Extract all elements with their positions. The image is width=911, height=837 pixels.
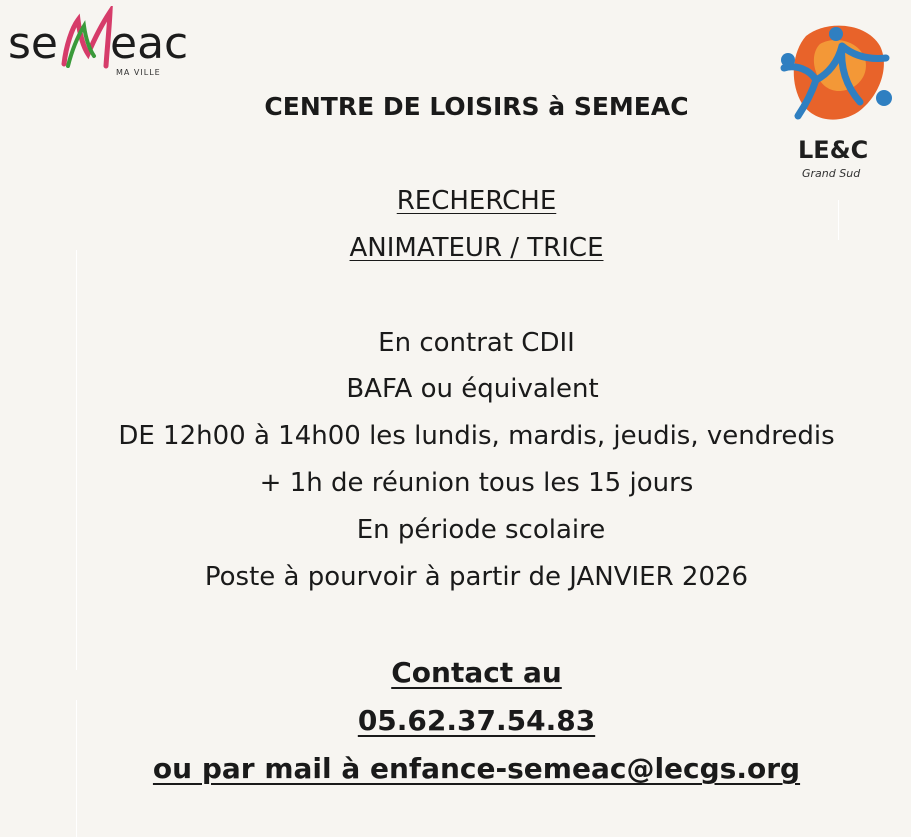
role-heading: ANIMATEUR / TRICE xyxy=(349,233,604,263)
detail-line: En période scolaire xyxy=(356,515,606,545)
lec-name: LE&C xyxy=(798,136,869,164)
detail-line: + 1h de réunion tous les 15 jours xyxy=(259,468,694,498)
page-title: CENTRE DE LOISIRS à SEMEAC xyxy=(264,92,689,121)
detail-line: Poste à pourvoir à partir de JANVIER 2026 xyxy=(204,562,749,592)
contact-phone: 05.62.37.54.83 xyxy=(357,704,596,737)
contact-label: Contact au xyxy=(391,656,562,689)
detail-line: En contrat CDII xyxy=(378,328,575,358)
lec-subtitle: Grand Sud xyxy=(802,167,861,180)
detail-line: BAFA ou équivalent xyxy=(346,374,599,404)
svg-text:eac: eac xyxy=(110,18,189,69)
semeac-logo-graphic xyxy=(6,6,221,84)
semeac-logo xyxy=(6,6,221,84)
logo-tagline: MA VILLE xyxy=(116,68,161,77)
svg-text:se: se xyxy=(8,18,58,69)
recherche-heading: RECHERCHE xyxy=(396,186,557,216)
divider-line xyxy=(76,250,77,670)
detail-line: DE 12h00 à 14h00 les lundis, mardis, jeudis, vendredis xyxy=(118,421,835,451)
contact-mail: ou par mail à enfance-semeac@lecgs.org xyxy=(152,752,801,785)
